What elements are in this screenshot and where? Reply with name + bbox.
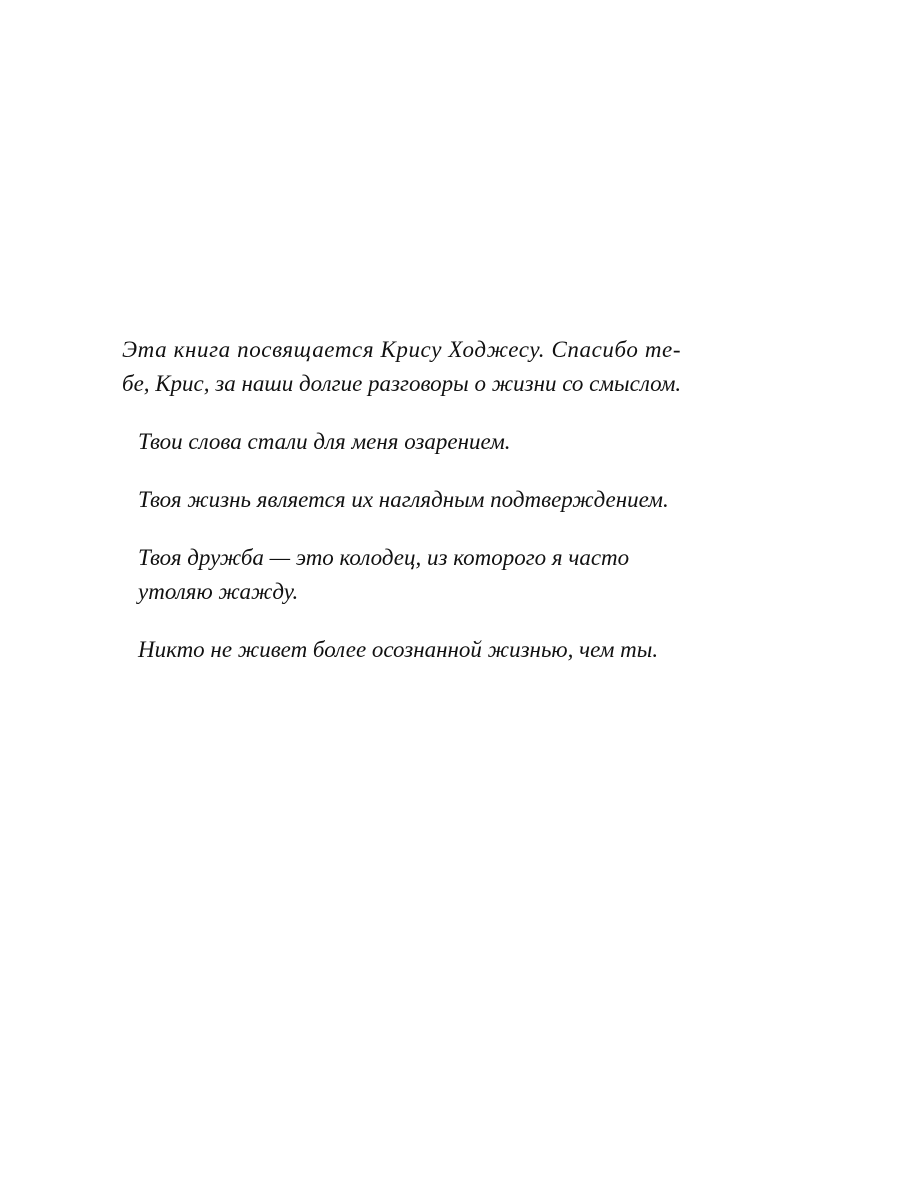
paragraph-gap	[122, 517, 702, 541]
dedication-closing-line: Никто не живет более осознанной жизнью, чем ты.	[138, 637, 659, 662]
dedication-intro-line-2: бе, Крис, за наши долгие разговоры о жизни со смыслом.	[122, 371, 682, 396]
dedication-life-paragraph	[122, 483, 702, 517]
dedication-intro-paragraph	[122, 333, 702, 401]
paragraph-gap	[122, 609, 702, 633]
paragraph-gap	[122, 459, 702, 483]
dedication-words-line: Твои слова стали для меня озарением.	[138, 429, 511, 454]
dedication-closing-paragraph	[122, 633, 702, 667]
dedication-text	[122, 333, 702, 667]
dedication-life-line: Твоя жизнь является их наглядным подтверждением.	[138, 487, 669, 512]
dedication-friendship-paragraph	[122, 541, 702, 609]
dedication-words-paragraph	[122, 425, 702, 459]
paragraph-gap	[122, 401, 702, 425]
dedication-friendship-line-2: утоляю жажду.	[138, 579, 299, 604]
dedication-friendship-line-1: Твоя дружба — это колодец, из которого я часто	[138, 545, 630, 570]
dedication-intro-line-1: Эта книга посвящается Крису Ходжесу. Спасибо те-	[122, 337, 682, 362]
